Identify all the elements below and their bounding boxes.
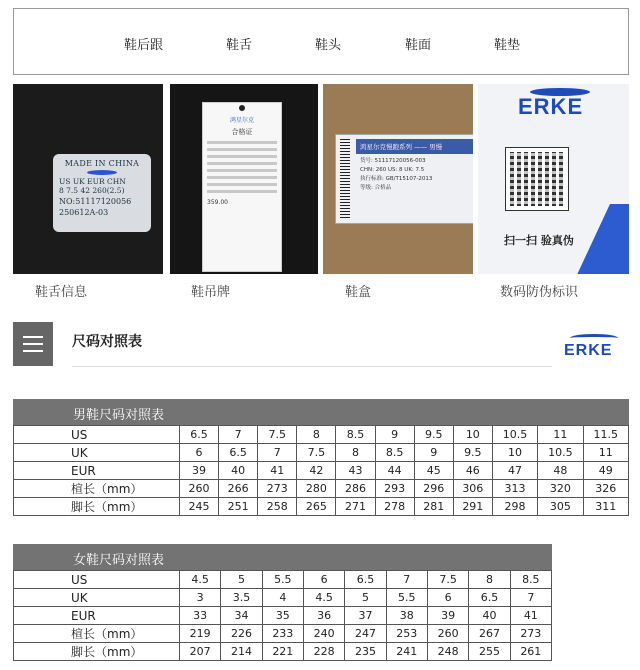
size-cell: 6 bbox=[180, 444, 219, 462]
size-cell: 266 bbox=[219, 480, 258, 498]
box-standard: 执行标准: GB/T15107-2013 bbox=[360, 176, 433, 182]
size-cell: 265 bbox=[297, 498, 336, 516]
size-cell: 49 bbox=[583, 462, 628, 480]
size-cell: 8.5 bbox=[336, 426, 375, 444]
table-row bbox=[14, 589, 552, 607]
qr-caption: 数码防伪标识 bbox=[500, 285, 579, 300]
size-cell: 278 bbox=[375, 498, 414, 516]
men-table-title: 男鞋尺码对照表 bbox=[13, 399, 629, 425]
size-cell: 271 bbox=[336, 498, 375, 516]
size-cell: 261 bbox=[510, 643, 551, 661]
size-cell: 5 bbox=[345, 589, 386, 607]
table-row bbox=[14, 607, 552, 625]
size-cell: 3 bbox=[180, 589, 221, 607]
box-series: 鸿星尔克慢跑系列 —— 男慢 bbox=[356, 139, 473, 154]
size-cell: 6.5 bbox=[219, 444, 258, 462]
part-tongue: 鞋舌 bbox=[226, 38, 253, 53]
size-cell: 6 bbox=[427, 589, 468, 607]
made-in-text: MADE IN CHINA bbox=[64, 159, 140, 168]
hang-tag bbox=[202, 102, 282, 272]
size-cell: 296 bbox=[414, 480, 453, 498]
tongue-caption: 鞋舌信息 bbox=[35, 285, 88, 300]
part-insole: 鞋垫 bbox=[494, 38, 521, 53]
size-cell: 207 bbox=[180, 643, 221, 661]
size-cell: 39 bbox=[180, 462, 219, 480]
size-cell: 251 bbox=[219, 498, 258, 516]
size-cell: 241 bbox=[386, 643, 427, 661]
row-label: 楦长（mm） bbox=[14, 480, 180, 498]
size-cell: 214 bbox=[221, 643, 262, 661]
tag-brand: 鸿星尔克 bbox=[229, 117, 254, 124]
box-label bbox=[335, 134, 473, 224]
barcode-icon bbox=[340, 139, 350, 219]
size-cell: 6.5 bbox=[180, 426, 219, 444]
size-headers: US UK EUR CHN bbox=[59, 177, 126, 186]
size-cell: 9.5 bbox=[414, 426, 453, 444]
size-cell: 46 bbox=[453, 462, 492, 480]
size-cell: 8.5 bbox=[375, 444, 414, 462]
size-cell: 48 bbox=[538, 462, 583, 480]
size-cell: 38 bbox=[386, 607, 427, 625]
size-cell: 40 bbox=[219, 462, 258, 480]
size-cell: 255 bbox=[469, 643, 510, 661]
brand-logo: ERKE bbox=[564, 342, 613, 359]
size-cell: 40 bbox=[469, 607, 510, 625]
table-row bbox=[14, 625, 552, 643]
section-divider bbox=[72, 366, 552, 367]
part-toe: 鞋头 bbox=[315, 38, 342, 53]
row-label: 楦长（mm） bbox=[14, 625, 180, 643]
size-cell: 7 bbox=[510, 589, 551, 607]
size-cell: 247 bbox=[345, 625, 386, 643]
box-grade: 等级: 合格品 bbox=[360, 185, 392, 191]
size-cell: 10 bbox=[453, 426, 492, 444]
size-cell: 281 bbox=[414, 498, 453, 516]
men-size-table bbox=[13, 425, 629, 516]
size-cell: 258 bbox=[258, 498, 297, 516]
table-row bbox=[14, 480, 629, 498]
section-title: 尺码对照表 bbox=[72, 334, 142, 350]
size-cell: 273 bbox=[510, 625, 551, 643]
size-cell: 33 bbox=[180, 607, 221, 625]
size-cell: 7 bbox=[219, 426, 258, 444]
size-cell: 253 bbox=[386, 625, 427, 643]
qr-photo bbox=[478, 84, 629, 274]
row-label: EUR bbox=[14, 462, 180, 480]
size-cell: 306 bbox=[453, 480, 492, 498]
size-cell: 228 bbox=[303, 643, 344, 661]
size-cell: 7.5 bbox=[427, 571, 468, 589]
tag-certificate: 合格证 bbox=[231, 128, 253, 136]
box-item-no: 货号: 51117120056-003 bbox=[360, 158, 426, 164]
menu-icon bbox=[13, 322, 53, 366]
size-cell: 267 bbox=[469, 625, 510, 643]
table-row bbox=[14, 444, 629, 462]
size-cell: 5.5 bbox=[262, 571, 303, 589]
size-cell: 36 bbox=[303, 607, 344, 625]
brand-swoosh-icon bbox=[570, 334, 618, 342]
item-number: NO:51117120056 bbox=[59, 197, 132, 206]
size-cell: 286 bbox=[336, 480, 375, 498]
size-cell: 4.5 bbox=[180, 571, 221, 589]
row-label: US bbox=[14, 571, 180, 589]
size-cell: 11.5 bbox=[583, 426, 628, 444]
size-cell: 248 bbox=[427, 643, 468, 661]
table-row bbox=[14, 643, 552, 661]
size-cell: 45 bbox=[414, 462, 453, 480]
table-row bbox=[14, 462, 629, 480]
size-cell: 6.5 bbox=[345, 571, 386, 589]
size-cell: 7.5 bbox=[297, 444, 336, 462]
size-cell: 7.5 bbox=[258, 426, 297, 444]
table-row bbox=[14, 571, 552, 589]
size-cell: 10.5 bbox=[538, 444, 583, 462]
size-cell: 273 bbox=[258, 480, 297, 498]
brand-swoosh-icon bbox=[87, 170, 117, 175]
part-upper: 鞋面 bbox=[405, 38, 432, 53]
size-cell: 42 bbox=[297, 462, 336, 480]
size-cell: 8 bbox=[297, 426, 336, 444]
table-row bbox=[14, 426, 629, 444]
size-cell: 4.5 bbox=[303, 589, 344, 607]
size-cell: 4 bbox=[262, 589, 303, 607]
tongue-label bbox=[53, 154, 151, 232]
size-cell: 11 bbox=[538, 426, 583, 444]
size-cell: 10.5 bbox=[492, 426, 537, 444]
tag-price: 359.00 bbox=[207, 199, 228, 206]
qr-brand-logo: ERKE bbox=[518, 94, 584, 119]
size-cell: 7 bbox=[386, 571, 427, 589]
size-cell: 9.5 bbox=[453, 444, 492, 462]
size-cell: 37 bbox=[345, 607, 386, 625]
scan-verify-text: 扫一扫 验真伪 bbox=[504, 234, 574, 247]
shoe-parts-box bbox=[13, 8, 629, 75]
size-cell: 7 bbox=[258, 444, 297, 462]
row-label: UK bbox=[14, 589, 180, 607]
size-cell: 260 bbox=[180, 480, 219, 498]
women-table-title: 女鞋尺码对照表 bbox=[13, 544, 552, 570]
shoe-box-photo bbox=[323, 84, 473, 274]
size-cell: 8 bbox=[469, 571, 510, 589]
size-cell: 47 bbox=[492, 462, 537, 480]
hang-tag-photo bbox=[170, 84, 318, 274]
size-cell: 260 bbox=[427, 625, 468, 643]
size-cell: 6 bbox=[303, 571, 344, 589]
size-cell: 9 bbox=[414, 444, 453, 462]
size-cell: 233 bbox=[262, 625, 303, 643]
size-cell: 35 bbox=[262, 607, 303, 625]
row-label: UK bbox=[14, 444, 180, 462]
table-row bbox=[14, 498, 629, 516]
size-cell: 11 bbox=[583, 444, 628, 462]
size-cell: 43 bbox=[336, 462, 375, 480]
size-cell: 226 bbox=[221, 625, 262, 643]
size-cell: 320 bbox=[538, 480, 583, 498]
size-cell: 326 bbox=[583, 480, 628, 498]
size-cell: 221 bbox=[262, 643, 303, 661]
tongue-photo bbox=[13, 84, 163, 274]
hang-tag-caption: 鞋吊牌 bbox=[191, 285, 231, 300]
size-cell: 235 bbox=[345, 643, 386, 661]
size-cell: 293 bbox=[375, 480, 414, 498]
size-cell: 5.5 bbox=[386, 589, 427, 607]
size-cell: 240 bbox=[303, 625, 344, 643]
size-cell: 9 bbox=[375, 426, 414, 444]
row-label: 脚长（mm） bbox=[14, 643, 180, 661]
size-cell: 3.5 bbox=[221, 589, 262, 607]
size-cell: 41 bbox=[258, 462, 297, 480]
part-heel: 鞋后跟 bbox=[124, 38, 164, 53]
batch-code: 250612A-03 bbox=[59, 208, 109, 217]
size-cell: 10 bbox=[492, 444, 537, 462]
size-cell: 245 bbox=[180, 498, 219, 516]
size-cell: 311 bbox=[583, 498, 628, 516]
size-cell: 8 bbox=[336, 444, 375, 462]
size-cell: 298 bbox=[492, 498, 537, 516]
size-cell: 313 bbox=[492, 480, 537, 498]
size-values: 8 7.5 42 260(2.5) bbox=[59, 186, 125, 195]
size-cell: 291 bbox=[453, 498, 492, 516]
tag-hole-icon bbox=[239, 105, 245, 111]
size-cell: 41 bbox=[510, 607, 551, 625]
size-cell: 8.5 bbox=[510, 571, 551, 589]
size-cell: 5 bbox=[221, 571, 262, 589]
row-label: EUR bbox=[14, 607, 180, 625]
women-size-table bbox=[13, 570, 552, 661]
size-cell: 34 bbox=[221, 607, 262, 625]
size-cell: 44 bbox=[375, 462, 414, 480]
row-label: 脚长（mm） bbox=[14, 498, 180, 516]
size-cell: 39 bbox=[427, 607, 468, 625]
size-cell: 280 bbox=[297, 480, 336, 498]
box-size-line: CHN: 260 US: 8 UK: 7.5 bbox=[360, 167, 425, 173]
size-cell: 6.5 bbox=[469, 589, 510, 607]
decor-stripe bbox=[568, 204, 629, 274]
box-caption: 鞋盒 bbox=[345, 285, 372, 300]
size-cell: 305 bbox=[538, 498, 583, 516]
row-label: US bbox=[14, 426, 180, 444]
size-cell: 219 bbox=[180, 625, 221, 643]
